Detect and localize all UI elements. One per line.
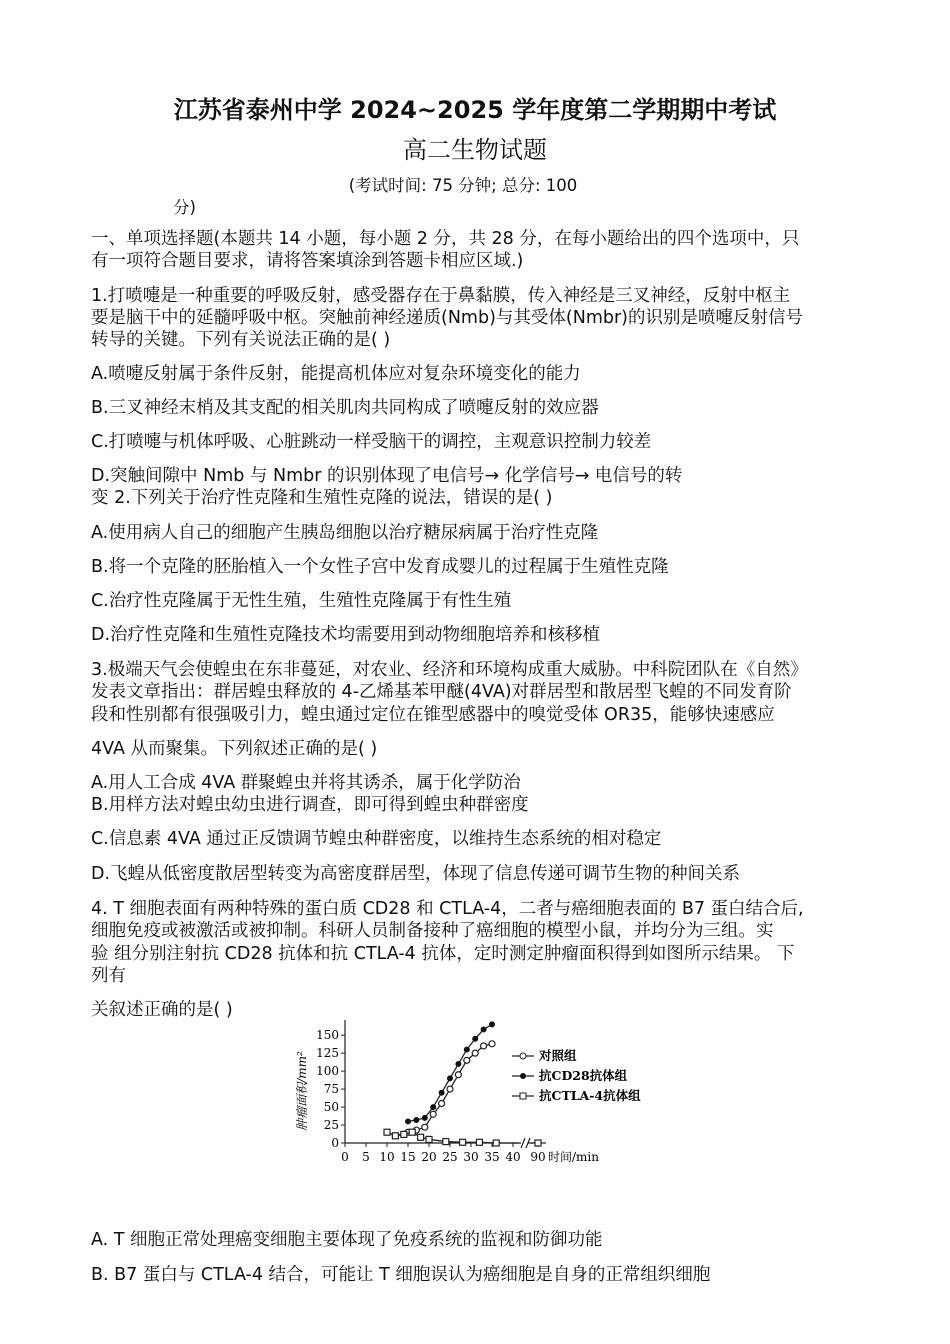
y-tick-label: 100 bbox=[316, 1064, 339, 1079]
data-point bbox=[493, 1140, 499, 1146]
q4-stem-line2: 细胞免疫或被激活或被抑制。科研人员制备接种了癌细胞的模型小鼠，并均分为三组。实 bbox=[91, 921, 774, 941]
y-tick-label: 150 bbox=[316, 1028, 339, 1043]
data-point bbox=[455, 1072, 461, 1078]
q3-stem-line2: 发表文章指出：群居蝗虫释放的 4-乙烯基苯甲醚(4VA)对群居型和散居型飞蝗的不同发育阶 bbox=[91, 682, 792, 702]
q1-option-d-line1: D.突触间隙中 Nmb 与 Nmbr 的识别体现了电信号→ 化学信号→ 电信号的转 bbox=[91, 466, 683, 486]
q3-option-a: A.用人工合成 4VA 群聚蝗虫并将其诱杀，属于化学防治 bbox=[91, 773, 521, 793]
data-point bbox=[489, 1041, 495, 1047]
q4-stem-line5: 关叙述正确的是( ) bbox=[91, 1000, 233, 1020]
legend-marker bbox=[520, 1053, 526, 1059]
q2-option-a: A.使用病人自己的细胞产生胰岛细胞以治疗糖尿病属于治疗性克隆 bbox=[91, 523, 599, 543]
y-axis-label: 肿瘤面积/mm² bbox=[295, 1051, 309, 1131]
data-point bbox=[489, 1021, 495, 1027]
q1-stem-line3: 转导的关键。下列有关说法正确的是( ) bbox=[91, 330, 391, 350]
q3-stem-line3: 段和性别都有很强吸引力，蝗虫通过定位在锥型感器中的嗅觉受体 OR35，能够快速感应 bbox=[91, 705, 775, 725]
series-line bbox=[408, 1024, 492, 1121]
q1-option-a: A.喷嚏反射属于条件反射，能提高机体应对复杂环境变化的能力 bbox=[91, 364, 581, 384]
x-tick-label: 10 bbox=[379, 1150, 395, 1164]
x-tick-label: 20 bbox=[421, 1150, 437, 1164]
data-point bbox=[447, 1075, 453, 1081]
data-point bbox=[418, 1134, 424, 1140]
x-tick-label: 35 bbox=[484, 1150, 500, 1164]
data-point bbox=[464, 1047, 470, 1053]
data-point bbox=[384, 1129, 390, 1135]
data-point bbox=[439, 1090, 445, 1096]
q1-stem-line1: 1.打喷嚏是一种重要的呼吸反射，感受器存在于鼻黏膜，传入神经是三叉神经，反射中枢主 bbox=[91, 286, 791, 306]
q4-stem-line4: 列有 bbox=[91, 966, 126, 986]
y-tick-label: 75 bbox=[323, 1082, 339, 1097]
data-point bbox=[481, 1026, 487, 1032]
q1-option-c: C.打喷嚏与机体呼吸、心脏跳动一样受脑干的调控，主观意识控制力较差 bbox=[91, 432, 652, 452]
data-point bbox=[481, 1043, 487, 1049]
section-intro-line1: 一、单项选择题(本题共 14 小题，每小题 2 分，共 28 分，在每小题给出的四个选项中，只 bbox=[91, 229, 800, 249]
data-point bbox=[430, 1104, 436, 1110]
x-tick-label: 15 bbox=[400, 1150, 416, 1164]
data-point bbox=[413, 1117, 419, 1123]
q3-stem-line4: 4VA 从而聚集。下列叙述正确的是( ) bbox=[91, 739, 378, 759]
data-point bbox=[422, 1124, 428, 1130]
data-point bbox=[476, 1139, 482, 1145]
y-tick-label: 0 bbox=[331, 1136, 339, 1150]
x-axis-label: 时间/min bbox=[548, 1150, 599, 1164]
q2-option-d: D.治疗性克隆和生殖性克隆技术均需要用到动物细胞培养和核移植 bbox=[91, 625, 601, 645]
q1-option-d-line2: 变 2.下列关于治疗性克隆和生殖性克隆的说法，错误的是( ) bbox=[91, 488, 553, 508]
q2-option-b: B.将一个克隆的胚胎植入一个女性子宫中发育成婴儿的过程属于生殖性克隆 bbox=[91, 557, 669, 577]
data-point bbox=[439, 1100, 445, 1106]
legend-label: 对照组 bbox=[539, 1048, 577, 1063]
q3-option-d: D.飞蝗从低密度散居型转变为高密度群居型，体现了信息传递可调节生物的种间关系 bbox=[91, 864, 741, 884]
y-tick-label: 50 bbox=[323, 1100, 339, 1115]
x-tick-label: 25 bbox=[442, 1150, 458, 1164]
x-tick-label: 5 bbox=[362, 1150, 370, 1164]
legend-marker bbox=[520, 1093, 526, 1099]
tumor-area-chart bbox=[290, 1016, 690, 1186]
data-point bbox=[422, 1115, 428, 1121]
q4-option-b: B. B7 蛋白与 CTLA-4 结合，可能让 T 细胞误认为癌细胞是自身的正常组织细胞 bbox=[91, 1265, 711, 1285]
data-point bbox=[392, 1133, 398, 1139]
x-tick-label: 90 bbox=[530, 1150, 546, 1164]
exam-subtitle: 高二生物试题 bbox=[403, 136, 547, 164]
y-tick-label: 25 bbox=[323, 1118, 339, 1133]
q2-option-c: C.治疗性克隆属于无性生殖，生殖性克隆属于有性生殖 bbox=[91, 591, 512, 611]
q3-stem-line1: 3.极端天气会使蝗虫在东非蔓延，对农业、经济和环境构成重大威胁。中科院团队在《自然》 bbox=[91, 660, 808, 680]
data-point bbox=[455, 1061, 461, 1067]
section-intro-line2: 有一项符合题目要求，请将答案填涂到答题卡相应区域.) bbox=[91, 251, 524, 271]
x-tick-label: 0 bbox=[341, 1150, 349, 1164]
legend-marker bbox=[520, 1073, 526, 1079]
exam-meta-line1: (考试时间: 75 分钟; 总分: 100 bbox=[348, 176, 578, 195]
legend-label: 抗CD28抗体组 bbox=[539, 1068, 628, 1083]
data-point bbox=[472, 1036, 478, 1042]
data-point bbox=[430, 1111, 436, 1117]
y-tick-label: 125 bbox=[316, 1046, 339, 1061]
data-point bbox=[460, 1139, 466, 1145]
q4-stem-line3: 验 组分别注射抗 CD28 抗体和抗 CTLA-4 抗体，定时测定肿瘤面积得到如图所示结果。 下 bbox=[91, 944, 795, 964]
data-point bbox=[472, 1050, 478, 1056]
q4-option-a: A. T 细胞正常处理癌变细胞主要体现了免疫系统的监视和防御功能 bbox=[91, 1230, 603, 1250]
data-point bbox=[409, 1129, 415, 1135]
data-point bbox=[401, 1131, 407, 1137]
exam-meta-line2: 分) bbox=[173, 198, 196, 217]
exam-title: 江苏省泰州中学 2024~2025 学年度第二学期期中考试 bbox=[173, 96, 777, 124]
legend-label: 抗CTLA-4抗体组 bbox=[539, 1088, 641, 1103]
data-point bbox=[464, 1057, 470, 1063]
q3-option-c: C.信息素 4VA 通过正反馈调节蝗虫种群密度，以维持生态系统的相对稳定 bbox=[91, 829, 662, 849]
data-point bbox=[535, 1140, 541, 1146]
x-tick-label: 30 bbox=[463, 1150, 479, 1164]
x-tick-label: 40 bbox=[505, 1150, 521, 1164]
q1-option-b: B.三叉神经末梢及其支配的相关肌肉共同构成了喷嚏反射的效应器 bbox=[91, 398, 599, 418]
data-point bbox=[405, 1118, 411, 1124]
data-point bbox=[426, 1136, 432, 1142]
q3-option-b: B.用样方法对蝗虫幼虫进行调查，即可得到蝗虫种群密度 bbox=[91, 795, 529, 815]
data-point bbox=[447, 1086, 453, 1092]
q4-stem-line1: 4. T 细胞表面有两种特殊的蛋白质 CD28 和 CTLA-4，二者与癌细胞表面的 B7 蛋白结合后, bbox=[91, 899, 804, 919]
q1-stem-line2: 要是脑干中的延髓呼吸中枢。突触前神经递质(Nmb)与其受体(Nmbr)的识别是喷嚏反射信号 bbox=[91, 308, 803, 328]
data-point bbox=[443, 1139, 449, 1145]
